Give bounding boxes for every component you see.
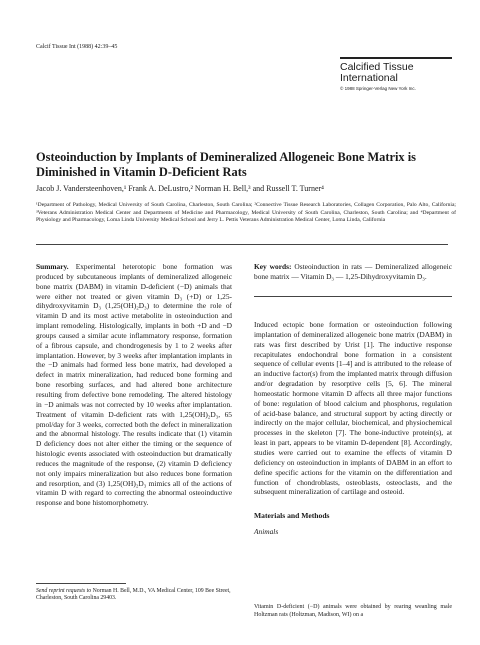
footnote-label: Send reprint requests to <box>36 588 92 594</box>
affiliations: ¹Department of Pathology, Medical University of South Carolina, Charleston, South Carolina; ²Connective Tissue Research Laboratories, Collagen Corporation, Palo Alto, California; ³Veterans Administration Medical Center and Departments of Medicine and Pharmacology, Medical University of South Carolina, Charleston, South Carolina; and ⁴Department of Physiology and Pharmacology, Loma Linda University Medical School and Jerry L. Pettis Veterans Administration Medical Center, Loma Linda, California <box>36 202 456 224</box>
footnote-text: Norman H. Bell, M.D., VA Medical Center, 109 Bee Street, Charleston, South Carolina 29403. <box>36 588 231 602</box>
summary-section <box>36 262 232 508</box>
keywords-rule <box>254 296 452 297</box>
reprint-footnote <box>36 588 232 603</box>
section-rule <box>36 244 448 245</box>
journal-name-line2: International <box>340 72 398 84</box>
introduction-section <box>254 320 452 537</box>
journal-name-line1: Calcified Tissue <box>340 61 414 73</box>
summary-label: Summary. <box>36 262 69 271</box>
summary-text: Experimental heterotopic bone formation was produced by subcutaneous implants of demineralized allogeneic bone matrix (DABM) in vitamin D-deficient (−D) animals that were either not treated or given vitamin D₃ (+D) or 1,25-dihydroxyvitamin D₃ (1,25(OH)₂D₃) to determine the role of vitamin D and its most active metabolite in osteoinduction and implant remodeling. Histologically, implants in both +D and −D groups caused a similar acute inflammatory response, formation of a fibrous capsule, and chondrogenesis by 1 to 2 weeks after implantation. However, by 3 weeks after implantation implants in the −D animals had formed less bone matrix, had developed a defect in matrix mineralization, had reduced bone forming and bone resorbing surfaces, and had altered bone architecture resulting from defective bone remodeling. The altered histology in −D animals was not corrected by 10 weeks after implantation. Treatment of vitamin D-deficient rats with 1,25(OH)₂D₃, 65 pmol/day for 3 weeks, corrected both the defect in mineralization and the abnormal histology. The results indicate that (1) vitamin D deficiency does not alter either the timing or the sequence of histologic events associated with osteoinduction but dramatically reduces the magnitude of the response, (2) vitamin D deficiency not only impairs mineralization but also reduces bone formation and resorption, and (3) 1,25(OH)₂D₃ mimics all of the actions of vitamin D with regard to correcting the abnormal osteoinductive response and bone histomorphometry. <box>36 262 232 508</box>
journal-citation: Calcif Tissue Int (1988) 42:39–45 <box>36 44 118 50</box>
journal-masthead <box>340 57 452 91</box>
animals-subheading: Animals <box>254 527 279 537</box>
masthead-rule <box>340 57 452 59</box>
author-list: Jacob J. Vandersteenhoven,¹ Frank A. DeLustro,² Norman H. Bell,³ and Russell T. Turner⁴ <box>36 184 324 193</box>
keywords-label: Key words: <box>254 262 292 271</box>
methods-text: Vitamin D-deficient (−D) animals were obtained by rearing weanling male Holtzman rats (Holtzman, Madison, WI) on a <box>254 604 452 618</box>
keywords-section <box>254 262 452 297</box>
journal-copyright: © 1988 Springer-Verlag New York Inc. <box>340 86 416 91</box>
methods-heading: Materials and Methods <box>254 511 330 521</box>
keywords-text: Osteoinduction in rats — Demineralized allogeneic bone matrix — Vitamin D₃ — 1,25-Dihydroxyvitamin D₃. <box>254 262 452 281</box>
article-title: Osteoinduction by Implants of Demineralized Allogeneic Bone Matrix is Diminished in Vitamin D-Deficient Rats <box>36 150 416 179</box>
footnote-rule <box>36 583 126 584</box>
introduction-text: Induced ectopic bone formation or osteoinduction following implantation of demineralized allogeneic bone matrix (DABM) in rats was first described by Urist [1]. The inductive response recapitulates endochondral bone formation in a consistent sequence of cellular events [1–4] and is attributed to the release of an inductive factor(s) from the implanted matrix through diffusion and/or degradation by resorptive cells [5, 6]. The mineral homeostatic hormone vitamin D affects all three major functions of bone: regulation of blood calcium and phosphorus, regulation of acid-base balance, and structural support by acting directly or indirectly on the major cellular, biochemical, and physiochemical processes in the skeleton [7]. The bone-inductive protein(s), at least in part, appears to be vitamin D-dependent [8]. Accordingly, studies were carried out to examine the effects of vitamin D deficiency on osteoinduction in implants of DABM in an effort to define specific actions for the vitamin on the differentiation and function of chondroblasts, osteoblasts, osteoclasts, and the subsequent mineralization of cartilage and osteoid. <box>254 320 452 497</box>
